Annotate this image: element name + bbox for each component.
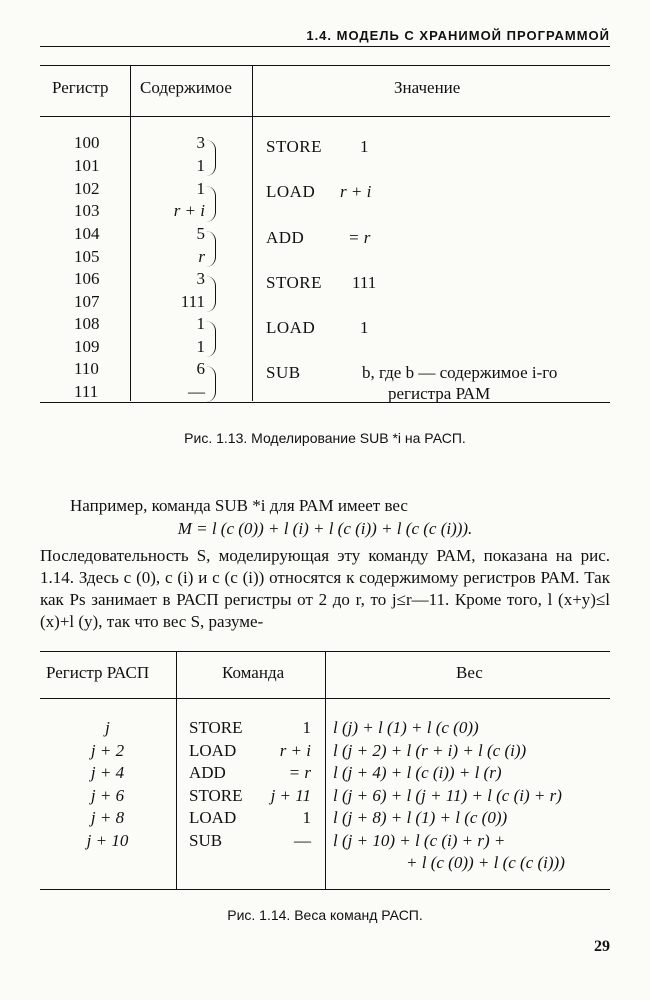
table1-reg: 106	[74, 269, 100, 288]
table1-reg: 102	[74, 179, 100, 198]
table2-header-weight: Вес	[456, 663, 483, 682]
brace-icon	[206, 276, 216, 312]
table2-header-rule	[40, 698, 610, 699]
table2-weight: + l (c (0)) + l (c (c (i)))	[406, 853, 565, 872]
table2-bottom-rule	[40, 889, 610, 890]
brace-icon	[206, 231, 216, 267]
table2-arg: 1	[302, 718, 311, 737]
table1-content: 3	[196, 269, 205, 288]
table2-arg: 1	[302, 808, 311, 827]
table1-arg: 1	[360, 137, 369, 156]
table1-arg: 1	[360, 318, 369, 337]
table1-op: LOAD	[266, 318, 316, 337]
table2-cmd: ADD	[189, 763, 226, 782]
table2-reg: j + 10	[86, 831, 129, 850]
table1-arg: регистра РАМ	[388, 384, 491, 403]
table1-reg: 107	[74, 292, 100, 311]
table1-content: —	[188, 382, 205, 401]
table1-reg: 103	[74, 201, 100, 220]
table2-arg: r + i	[279, 741, 311, 760]
table2-reg: j + 6	[90, 786, 125, 805]
figure-caption-1-13: Рис. 1.13. Моделирование SUB *i на РАСП.	[184, 430, 466, 446]
table2-header-command: Команда	[222, 663, 285, 682]
table1-op: LOAD	[266, 182, 316, 201]
table2-arg: = r	[288, 763, 311, 782]
table1-content: r + i	[173, 201, 205, 220]
figure-caption-1-14: Рис. 1.14. Веса команд РАСП.	[227, 907, 423, 923]
table1-reg: 109	[74, 337, 100, 356]
table2-cmd: STORE	[189, 718, 243, 737]
page-number: 29	[594, 938, 610, 955]
table2-weight: l (j + 8) + l (1) + l (c (0))	[333, 808, 508, 827]
table1-reg: 105	[74, 247, 100, 266]
table2-header-register: Регистр РАСП	[46, 663, 150, 682]
brace-icon	[206, 366, 216, 402]
table2-cmd: STORE	[189, 786, 243, 805]
table2-divider-2	[325, 652, 326, 889]
table1-bottom-rule	[40, 402, 610, 403]
table1-content: 111	[180, 292, 205, 311]
table2-divider-1	[176, 652, 177, 889]
table1-content: 1	[196, 314, 205, 333]
table1-content: 1	[196, 337, 205, 356]
table2-reg: j	[105, 718, 110, 737]
formula-m: M = l (c (0)) + l (i) + l (c (i)) + l (c (c (i))).	[177, 519, 473, 538]
running-head: 1.4. МОДЕЛЬ С ХРАНИМОЙ ПРОГРАММОЙ	[306, 28, 610, 43]
table1-header-rule	[40, 116, 610, 117]
table1-header-register: Регистр	[52, 78, 109, 97]
table2-arg: j + 11	[270, 786, 311, 805]
table1-header-content: Содержимое	[140, 78, 232, 97]
table2-reg: j + 4	[90, 763, 125, 782]
table1-arg: r + i	[340, 182, 372, 201]
paragraph-2: Последовательность S, моделирующая эту команду РАМ, показана на рис. 1.14. Здесь c (0), c (i) и c (c (i)) относятся к содержимому регистров РАМ. Так как Ps занимает в РАСП регистры от 2 до r, то j≤r—11. Кроме того, l (x+y)≤l (x)+l (y), так что вес S, разуме-	[40, 546, 610, 631]
table2-weight: l (j + 2) + l (r + i) + l (c (i))	[333, 741, 527, 760]
table2-arg: —	[294, 831, 311, 850]
table2-reg: j + 2	[90, 741, 125, 760]
table2-weight: l (j + 4) + l (c (i)) + l (r)	[333, 763, 502, 782]
table2-weight: l (j + 10) + l (c (i) + r) +	[333, 831, 506, 850]
table1-content: 1	[196, 156, 205, 175]
brace-icon	[206, 140, 216, 176]
table1-content: 6	[196, 359, 205, 378]
table1-op: SUB	[266, 363, 301, 382]
table1-reg: 110	[74, 359, 99, 378]
table2-reg: j + 8	[90, 808, 125, 827]
brace-icon	[206, 321, 216, 357]
table1-top-rule	[40, 65, 610, 66]
table2-weight: l (j) + l (1) + l (c (0))	[333, 718, 479, 737]
table1-content: r	[198, 247, 205, 266]
table1-arg: b, где b — содержимое i-го	[362, 363, 558, 382]
table1-op: ADD	[266, 228, 305, 247]
table1-reg: 104	[74, 224, 100, 243]
table1-reg: 100	[74, 133, 100, 152]
table2-cmd: SUB	[189, 831, 223, 850]
table1-arg: = r	[348, 228, 371, 247]
header-rule	[40, 46, 610, 47]
table1-reg: 108	[74, 314, 100, 333]
table1-content: 1	[196, 179, 205, 198]
table1-content: 3	[196, 133, 205, 152]
table1-content: 5	[196, 224, 205, 243]
table2-cmd: LOAD	[189, 741, 237, 760]
paragraph-1: Например, команда SUB *i для РАМ имеет вес	[70, 496, 408, 515]
table1-arg: 111	[352, 273, 377, 292]
brace-icon	[206, 186, 216, 222]
table1-reg: 111	[74, 382, 99, 401]
table1-op: STORE	[266, 273, 323, 292]
table1-reg: 101	[74, 156, 100, 175]
table1-op: STORE	[266, 137, 323, 156]
table1-header-meaning: Значение	[394, 78, 461, 97]
table2-cmd: LOAD	[189, 808, 237, 827]
table2-weight: l (j + 6) + l (j + 11) + l (c (i) + r)	[333, 786, 562, 805]
